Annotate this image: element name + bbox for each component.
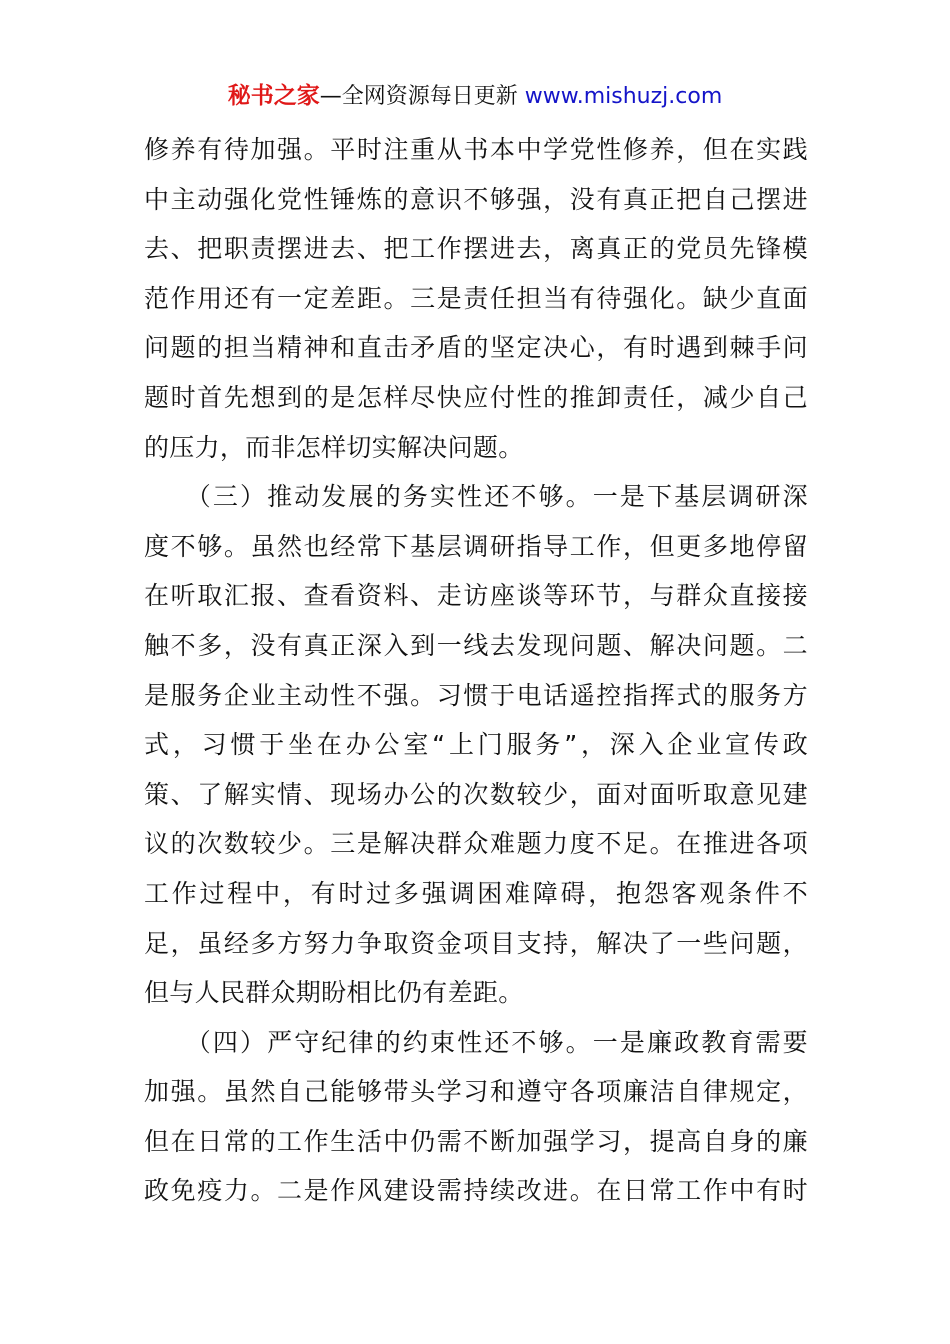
text-line: 工作过程中，有时过多强调困难障碍，抱怨客观条件不 — [144, 878, 808, 908]
brand-name: 秘书之家 — [227, 83, 320, 109]
text-line: 但与人民群众期盼相比仍有差距。 — [144, 978, 524, 1008]
text-line: 但在日常的工作生活中仍需不断加强学习，提高自身的廉 — [144, 1126, 808, 1156]
text-line: 在听取汇报、查看资料、走访座谈等环节，与群众直接接 — [144, 581, 808, 611]
document-body — [144, 125, 808, 1216]
section-heading-line: （三）推动发展的务实性还不够。一是下基层调研深 — [144, 482, 808, 512]
text-line: 触不多，没有真正深入到一线去发现问题、解决问题。二 — [144, 630, 808, 660]
text-line: 策、了解实情、现场办公的次数较少，面对面听取意见建 — [144, 779, 808, 809]
text-line: 度不够。虽然也经常下基层调研指导工作，但更多地停留 — [144, 531, 808, 561]
text-line: 足，虽经多方努力争取资金项目支持，解决了一些问题， — [144, 928, 808, 958]
text-line: 中主动强化党性锤炼的意识不够强，没有真正把自己摆进 — [144, 184, 808, 214]
text-line: 政免疫力。二是作风建设需持续改进。在日常工作中有时 — [144, 1176, 808, 1206]
text-line: 修养有待加强。平时注重从书本中学党性修养，但在实践 — [144, 135, 808, 164]
text-line: 题时首先想到的是怎样尽快应付性的推卸责任，减少自己 — [144, 382, 808, 412]
text-line: 加强。虽然自己能够带头学习和遵守各项廉洁自律规定， — [144, 1077, 808, 1107]
text-line: 式，习惯于坐在办公室“上门服务”，深入企业宣传政 — [144, 730, 808, 760]
banner-tagline: —全网资源每日更新 — [319, 84, 518, 109]
text-line: 范作用还有一定差距。三是责任担当有待强化。缺少直面 — [144, 283, 808, 313]
site-banner — [0, 80, 950, 113]
site-url-link[interactable]: www.mishuzj.com — [524, 84, 723, 109]
text-line: 去、把职责摆进去、把工作摆进去，离真正的党员先锋模 — [144, 234, 808, 264]
text-line: 是服务企业主动性不强。习惯于电话遥控指挥式的服务方 — [144, 680, 808, 710]
text-line: 的压力，而非怎样切实解决问题。 — [144, 432, 524, 462]
text-line: 议的次数较少。三是解决群众难题力度不足。在推进各项 — [144, 829, 808, 859]
section-heading-line: （四）严守纪律的约束性还不够。一是廉政教育需要 — [144, 1027, 808, 1057]
text-line: 问题的担当精神和直击矛盾的坚定决心，有时遇到棘手问 — [144, 333, 808, 363]
